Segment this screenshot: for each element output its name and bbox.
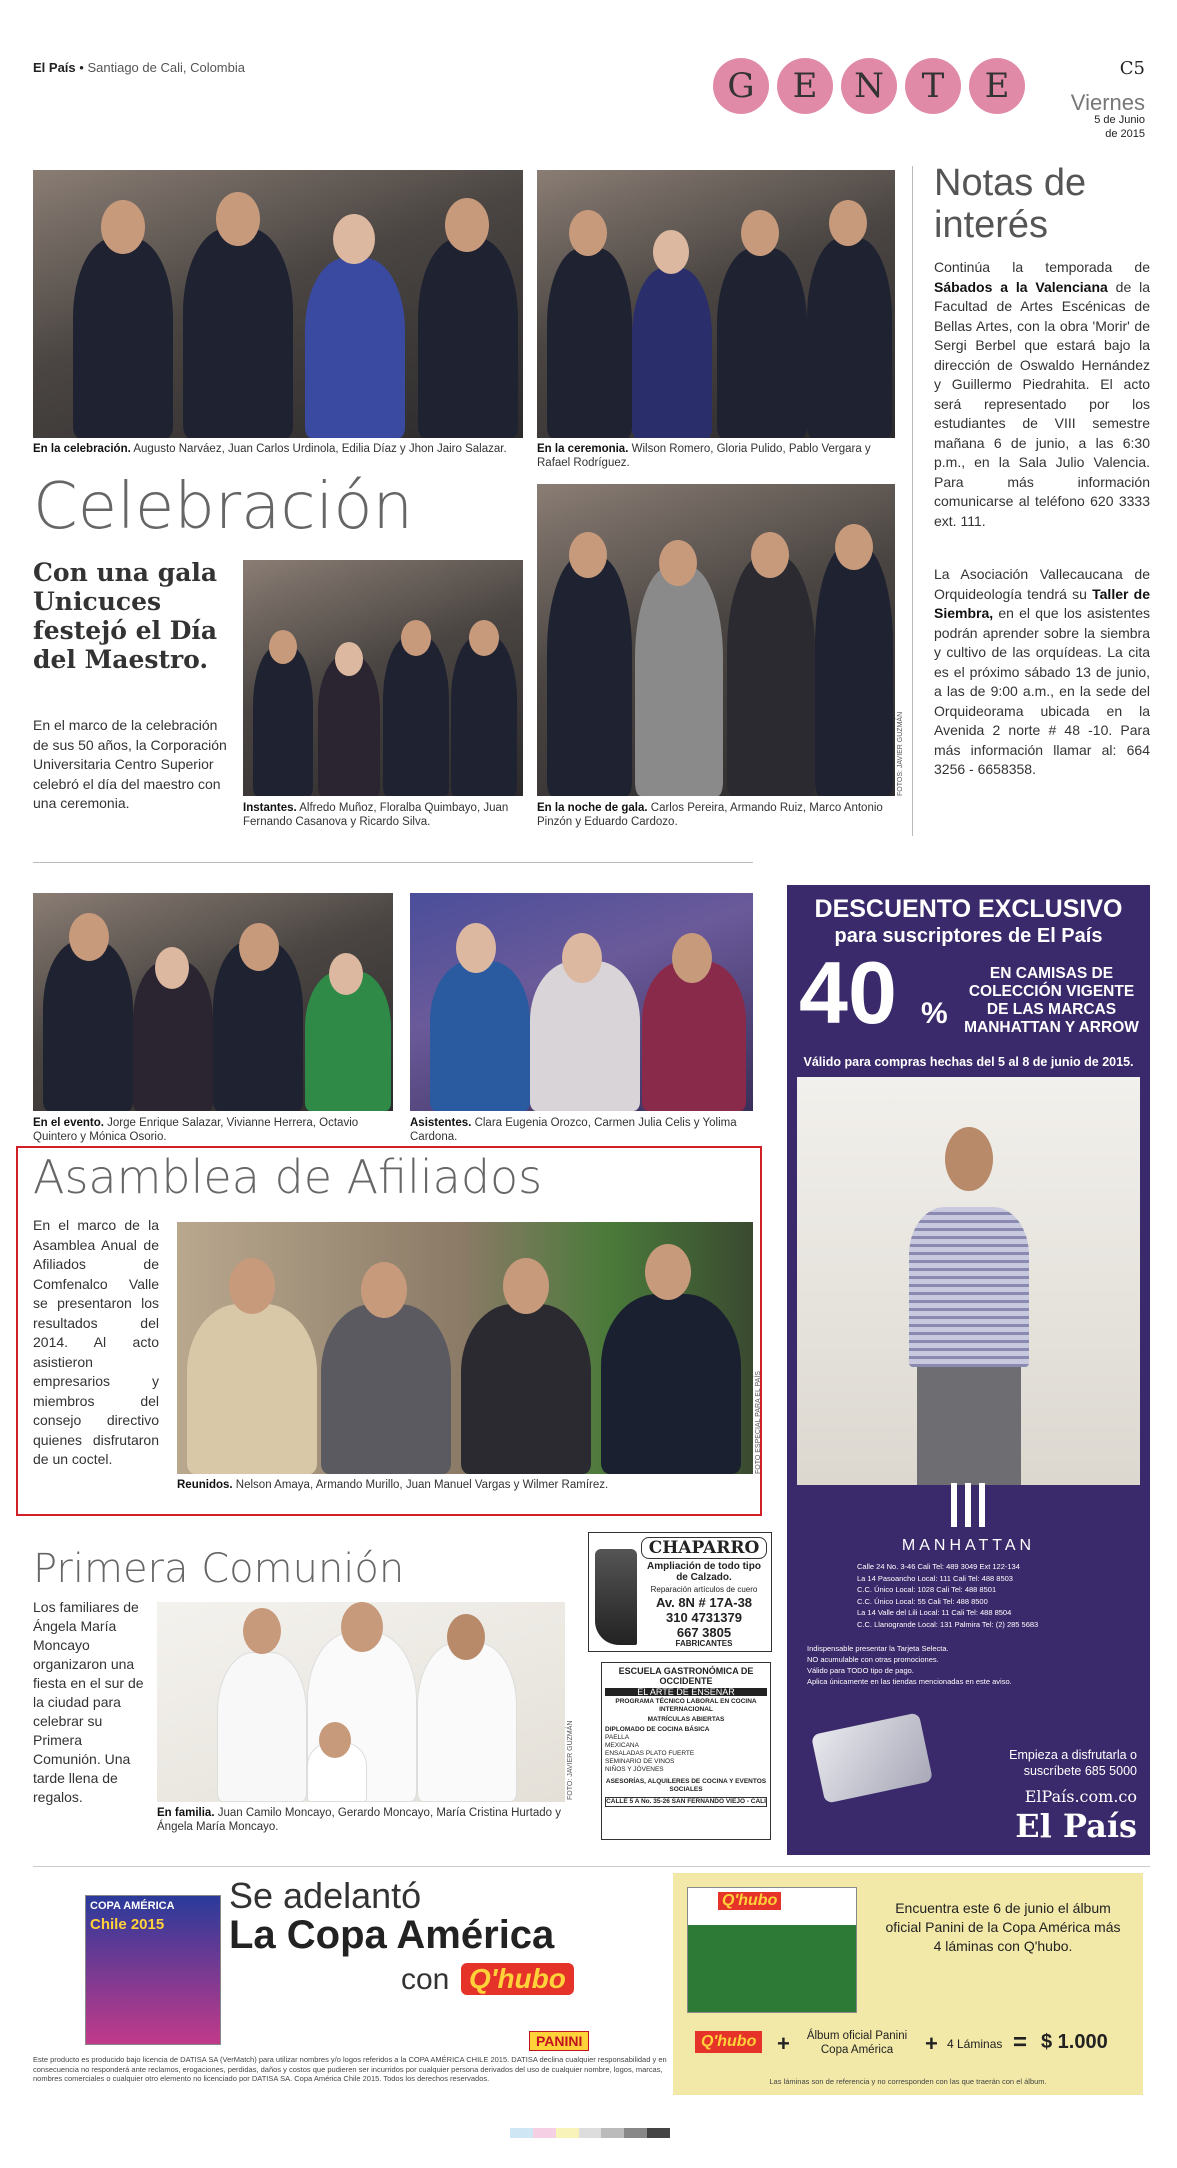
ad-stores bbox=[857, 1561, 1137, 1630]
caption-familia: En familia. Juan Camilo Moncayo, Gerardo Moncayo, María Cristina Hurtado y Ángela María Moncayo. bbox=[157, 1807, 561, 1833]
ad-valid: Válido para compras hechas del 5 al 8 de junio de 2015. bbox=[803, 1055, 1134, 1069]
eq-item-2: 4 Láminas bbox=[947, 2037, 1003, 2051]
notes-paragraph-1: Continúa la temporada de Sábados a la Valenciana de la Facultad de Artes Escénicas de Bellas Artes, con la obra 'Morir' de Sergi Berbel que estará bajo la dirección de Oswaldo Hernández y Guillermo Piedrahita. El acto será representado por los estudiantes de VIII semestre mañana 6 de junio, a las 6:30 p.m., en la Sala Julio Valencia. Para más información comunicarse al teléfono 620 3333 ext. 111. bbox=[934, 259, 1150, 529]
ad-brand: MANHATTAN bbox=[901, 1537, 1036, 1554]
gente-letter: G bbox=[713, 58, 769, 114]
caption-evento: En el evento. Jorge Enrique Salazar, Vivianne Herrera, Octavio Quintero y Mónica Osorio. bbox=[33, 1117, 359, 1143]
ad-el-pais-manhattan[interactable] bbox=[787, 885, 1150, 1855]
photo-evento bbox=[33, 893, 393, 1111]
chaparro-line1: Ampliación de todo tipo de Calzado. bbox=[647, 1561, 761, 1583]
section-title-comunion: Primera Comunión bbox=[33, 1546, 405, 1592]
album-cover bbox=[85, 1895, 221, 2045]
store: C.C. Único Local: 55 Cali Tel: 488 8500 bbox=[857, 1596, 988, 1606]
credit-comunion: FOTO: JAVIER GUZMÁN bbox=[567, 1720, 574, 1800]
ad-offer: EN CAMISAS DE COLECCIÓN VIGENTE DE LAS MARCAS MANHATTAN Y ARROW bbox=[964, 965, 1139, 1036]
ad-terms bbox=[807, 1643, 1137, 1687]
ad-subhead: para suscriptores de El País bbox=[834, 925, 1103, 947]
copa-disclaimer: Este producto es producido bajo licencia de DATISA SA (VerMatch) para utilizar nombres y/o logos referidos a la COPA AMÉRICA CHILE 2015. DATISA declina cualquier responsabilidad y en consecuencia no responderá ante reclamos, erogaciones, perdidas, daños y costos que pudieren ser incurridos por cualquier persona derivados del uso de cualquier nombre, logos, marcas, nombres comerciales o cualquier otro elemento no licenciado por DATISA SA. Copa América Chile 2015. Todos los derechos reservados. bbox=[33, 2055, 667, 2083]
eq-plus-2: + bbox=[925, 2031, 938, 2056]
qhubo-logo: Q'hubo bbox=[461, 1963, 574, 1995]
masthead-sep: • bbox=[79, 60, 84, 75]
weekday: Viernes bbox=[1070, 90, 1145, 115]
caption-noche-gala: En la noche de gala. Carlos Pereira, Armando Ruiz, Marco Antonio Pinzón y Eduardo Cardozo. bbox=[537, 802, 883, 828]
photo-reunidos bbox=[177, 1222, 753, 1474]
term: Aplica únicamente en las tiendas mencionadas en este aviso. bbox=[807, 1677, 1012, 1686]
caption-ceremony: En la ceremonia. Wilson Romero, Gloria Pulido, Pablo Vergara y Rafael Rodríguez. bbox=[537, 443, 871, 469]
credit-celebracion: FOTOS: JAVIER GUZMÁN bbox=[897, 711, 904, 796]
eq-brand: Q'hubo bbox=[695, 2031, 762, 2053]
photo-familia bbox=[157, 1602, 565, 1802]
escuela-footer: ASESORÍAS, ALQUILERES DE COCINA Y EVENTOS SOCIALES bbox=[605, 1778, 767, 1793]
promo-text: Encuentra este 6 de junio el álbum oficial Panini de la Copa América más 4 láminas con Q'hubo. bbox=[885, 1900, 1121, 1954]
store: Calle 24 No. 3-46 Cali Tel: 489 3049 Ext 122-134 bbox=[857, 1562, 1020, 1571]
photo-asistentes bbox=[410, 893, 753, 1111]
comunion-body: Los familiares de Ángela María Moncayo organizaron una fiesta en el sur de la ciudad para celebrar su Primera Comunión. Una tarde llena de regalos. bbox=[33, 1599, 144, 1805]
notes-paragraph-2: La Asociación Vallecaucana de Orquideología tendrá su Taller de Siembra, en el que los asistentes podrán aprender sobre la siembra y cultivo de las orquídeas. La cita es el próximo sábado 13 de junio, a las de 9:00 a.m., en la sede del Orquideorama ubicada en la Avenida 2 norte # 48 -10. Para más información llamar al: 664 3256 - 6658358. bbox=[934, 566, 1151, 777]
ad-chaparro[interactable] bbox=[588, 1532, 772, 1652]
term: NO acumulable con otras promociones. bbox=[807, 1655, 939, 1664]
escuela-name: ESCUELA GASTRONÓMICA DE OCCIDENTE bbox=[618, 1666, 754, 1686]
thumb-logo: Q'hubo bbox=[718, 1892, 781, 1910]
gente-letter: T bbox=[905, 58, 961, 114]
escuela-course: DIPLOMADO DE COCINA BÁSICA bbox=[605, 1726, 710, 1733]
escuela-slogan: EL ARTE DE ENSEÑAR bbox=[605, 1688, 767, 1696]
escuela-course: PAELLA bbox=[605, 1734, 630, 1741]
caption-celebration: En la celebración. Augusto Narváez, Juan Carlos Urdinola, Edilia Díaz y Jhon Jairo Salazar. bbox=[33, 443, 507, 455]
album-title: COPA AMÉRICA bbox=[90, 1900, 175, 1912]
chaparro-line2: Reparación artículos de cuero bbox=[650, 1585, 758, 1594]
escuela-program: PROGRAMA TÉCNICO LABORAL EN COCINA INTERNACIONAL bbox=[615, 1698, 757, 1713]
intro-celebracion: En el marco de la celebración de sus 50 años, la Corporación Universitaria Centro Superior celebró el día del maestro con una ceremonia. bbox=[33, 717, 227, 811]
chaparro-tag: FABRICANTES bbox=[675, 1639, 733, 1648]
caption-reunidos: Reunidos. Nelson Amaya, Armando Murillo, Juan Manuel Vargas y Wilmer Ramírez. bbox=[177, 1479, 609, 1491]
asamblea-body: En el marco de la Asamblea Anual de Afiliados de Comfenalco Valle se presentaron los resultados del 2014. Al acto asistieron empresarios y miembros del consejo directivo quienes disfrutaron de un coctel. bbox=[33, 1217, 159, 1467]
gente-letter: E bbox=[969, 58, 1025, 114]
escuela-course: MEXICANA bbox=[605, 1742, 639, 1749]
term: Válido para TODO tipo de pago. bbox=[807, 1666, 914, 1675]
newspaper-thumb bbox=[687, 1887, 857, 2013]
masthead bbox=[33, 58, 1145, 146]
store: C.C. Único Local: 1028 Cali Tel: 488 8501 bbox=[857, 1585, 997, 1594]
section-title-celebracion: Celebración bbox=[33, 470, 414, 544]
ad-site: ElPaís.com.co bbox=[1024, 1787, 1137, 1806]
ad-cta: Empieza a disfrutarla o suscríbete 685 5000 bbox=[1009, 1748, 1137, 1778]
column-rule bbox=[912, 166, 913, 836]
chaparro-name: CHAPARRO bbox=[641, 1537, 767, 1559]
manhattan-logo-icon bbox=[951, 1483, 985, 1527]
color-registration-bar bbox=[510, 2128, 670, 2138]
gente-letter: E bbox=[777, 58, 833, 114]
eq-item-1: Álbum oficial Panini Copa América bbox=[806, 2030, 908, 2056]
copa-line2: La Copa América bbox=[229, 1913, 555, 1957]
copa-line1: Se adelantó bbox=[229, 1875, 422, 1916]
escuela-badge: MATRÍCULAS ABIERTAS bbox=[647, 1716, 725, 1723]
photo-celebration bbox=[33, 170, 523, 438]
page-number: C5 bbox=[1119, 58, 1145, 79]
chaparro-phone2: 667 3805 bbox=[676, 1625, 732, 1640]
ad-model-photo bbox=[797, 1077, 1140, 1485]
promo-panel bbox=[673, 1873, 1143, 2095]
eq-equals: = bbox=[1013, 2029, 1028, 2056]
ad-headline: DESCUENTO EXCLUSIVO bbox=[814, 895, 1123, 923]
caption-instantes: Instantes. Alfredo Muñoz, Floralba Quimbayo, Juan Fernando Casanova y Ricardo Silva. bbox=[243, 802, 509, 828]
store: C.C. Llanogrande Local: 131 Palmira Tel: (2) 285 5683 bbox=[857, 1619, 1039, 1629]
section-gente bbox=[713, 58, 1043, 118]
escuela-course: ENSALADAS PLATO FUERTE bbox=[605, 1750, 695, 1757]
paper-name: El País bbox=[33, 60, 76, 75]
credit-asamblea: FOTO ESPECIAL PARA EL PAÍS bbox=[755, 1371, 762, 1474]
eq-plus-1: + bbox=[777, 2031, 790, 2056]
copa-line3: con bbox=[401, 1963, 450, 1996]
ad-percent-sign: % bbox=[921, 997, 948, 1030]
ad-logo: El País bbox=[1015, 1807, 1137, 1845]
notes-title: Notas de interés bbox=[934, 162, 1087, 246]
boot-icon bbox=[595, 1549, 637, 1645]
ad-percent: 40 bbox=[799, 943, 897, 1042]
panini-logo: PANINI bbox=[529, 2031, 589, 2051]
headline-celebracion: Con una gala Unicuces festejó el Día del Maestro. bbox=[33, 558, 218, 674]
term: Indispensable presentar la Tarjeta Selecta. bbox=[807, 1644, 949, 1653]
photo-ceremony bbox=[537, 170, 895, 438]
escuela-course: SEMINARIO DE VINOS bbox=[605, 1758, 675, 1765]
eq-price: $ 1.000 bbox=[1041, 2031, 1108, 2053]
chaparro-address: Av. 8N # 17A-38 bbox=[655, 1595, 753, 1610]
selecta-card-icon bbox=[811, 1712, 933, 1803]
year: de 2015 bbox=[1105, 128, 1145, 140]
date: 5 de Junio bbox=[1094, 114, 1145, 126]
escuela-course: NIÑOS Y JÓVENES bbox=[605, 1766, 664, 1773]
copa-note: Las láminas son de referencia y no corresponden con las que traerán con el álbum. bbox=[769, 2077, 1047, 2086]
ad-copa-america[interactable] bbox=[33, 1866, 1150, 2118]
ad-escuela[interactable] bbox=[601, 1662, 771, 1840]
store: La 14 Pasoancho Local: 111 Cali Tel: 488 8503 bbox=[857, 1573, 1013, 1583]
album-sub: Chile 2015 bbox=[90, 1916, 165, 1933]
section-title-asamblea: Asamblea de Afiliados bbox=[33, 1150, 543, 1204]
caption-asistentes: Asistentes. Clara Eugenia Orozco, Carmen Julia Celis y Yolima Cardona. bbox=[410, 1117, 737, 1143]
photo-noche-gala bbox=[537, 484, 895, 796]
escuela-address: CALLE 5 A No. 35-26 SAN FERNANDO VIEJO - CALI bbox=[606, 1798, 766, 1805]
masthead-location: Santiago de Cali, Colombia bbox=[87, 60, 245, 75]
store: La 14 Valle del Lili Local: 11 Cali Tel: 488 8504 bbox=[857, 1608, 1012, 1617]
chaparro-phone1: 310 4731379 bbox=[666, 1610, 742, 1625]
gente-letter: N bbox=[841, 58, 897, 114]
photo-instantes bbox=[243, 560, 523, 796]
section-divider bbox=[33, 862, 753, 863]
